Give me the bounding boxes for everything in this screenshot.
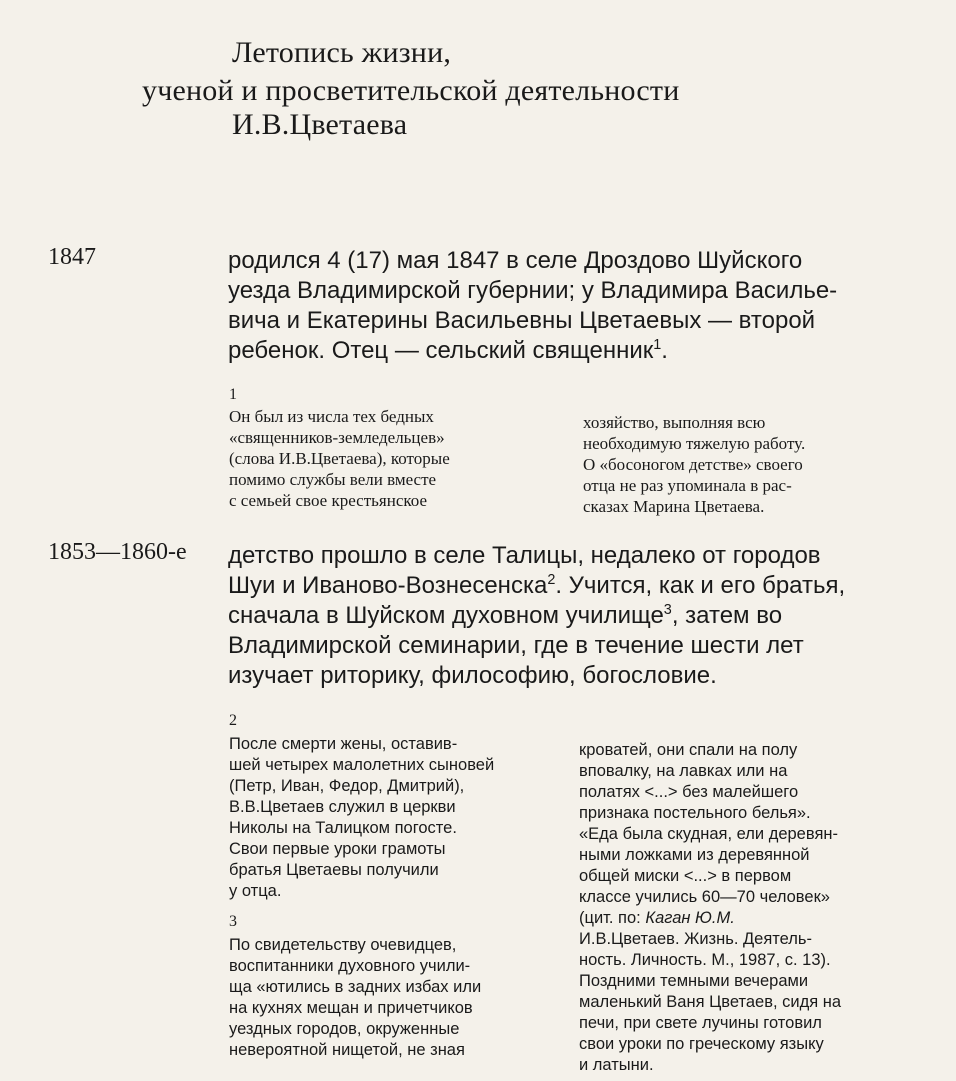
- footnote-1-right: хозяйство, выполняя всю необходимую тяжелую работу. О «босоногом детстве» своего отца не раз упоминала в рас- сказах Марина Цветаева.: [583, 413, 806, 516]
- citation-line: (цит. по: Каган Ю.М.: [579, 909, 735, 927]
- entry-line: уезда Владимирской губернии; у Владимира Василье-: [228, 277, 838, 304]
- footnote-3-left: По свидетельству очевидцев, воспитанники духовного учили- ща «ютились в задних избах или на кухнях мещан и причетчиков уездных городов, окруженные невероятной нищетой, не зная: [229, 936, 482, 1059]
- footnote-ref: 3: [663, 602, 672, 618]
- footnote-1-number: 1: [229, 386, 237, 403]
- footnote-3-number: 3: [229, 913, 237, 930]
- entry-line: Владимирской семинарии, где в течение шести лет: [228, 632, 804, 659]
- year-1847: 1847: [48, 244, 96, 270]
- title-line-2: ученой и просветительской деятельности: [142, 74, 680, 107]
- entry-1847: [228, 246, 837, 366]
- footnote-1-left: Он был из числа тех бедных «священников-земледельцев» (слова И.В.Цветаева), которые помимо службы вели вместе с семьей свое крестьянское: [229, 407, 450, 510]
- footnote-3-right: кроватей, они спали на полу вповалку, на лавках или на полатях <...> без малейшего признака постельного белья». «Еда была скудная, ели деревян- ными ложками из деревянной общей миски <...> в первом классе учились 60—70 человек» (цит. по: Каган Ю.М. И.В.Цветаев. Жизнь. Деятель- ность. Личность. М., 1987, с. 13). Поздними темными вечерами маленький Ваня Цветаев, сидя на печи, при свете лучины готовил свои уроки по греческому языку и латыни.: [579, 741, 842, 1074]
- entry-line: детство прошло в селе Талицы, недалеко от городов: [228, 542, 821, 569]
- citation-author: Каган Ю.М.: [645, 909, 735, 927]
- year-1853-1860: 1853—1860-е: [48, 539, 187, 565]
- footnote-2-text: После смерти жены, оставив- шей четырех малолетних сыновей (Петр, Иван, Федор, Дмитрий), В.В.Цветаев служил в церкви Николы на Талицком погосте. Свои первые уроки грамоты братья Цветаевы получили у отца.: [229, 735, 495, 900]
- entry-line: изучает риторику, философию, богословие.: [228, 662, 717, 689]
- title-line-3: И.В.Цветаева: [232, 108, 408, 141]
- entry-line: Шуи и Иваново-Вознесенска$^2$. Учится, как и его братья,: [228, 572, 846, 599]
- footnote-ref: 1: [653, 337, 662, 353]
- title-line-1: Летопись жизни,: [232, 36, 452, 69]
- entry-line: родился 4 (17) мая 1847 в селе Дроздово Шуйского: [228, 247, 803, 274]
- entry-line: вича и Екатерины Васильевны Цветаевых — второй: [228, 307, 816, 334]
- entry-1853-1860: [228, 541, 845, 691]
- footnote-2-number: 2: [229, 712, 237, 729]
- entry-line: ребенок. Отец — сельский священник$^1$.: [228, 337, 668, 364]
- footnote-ref: 2: [547, 572, 556, 588]
- entry-line: сначала в Шуйском духовном училище$^3$, затем во: [228, 602, 783, 629]
